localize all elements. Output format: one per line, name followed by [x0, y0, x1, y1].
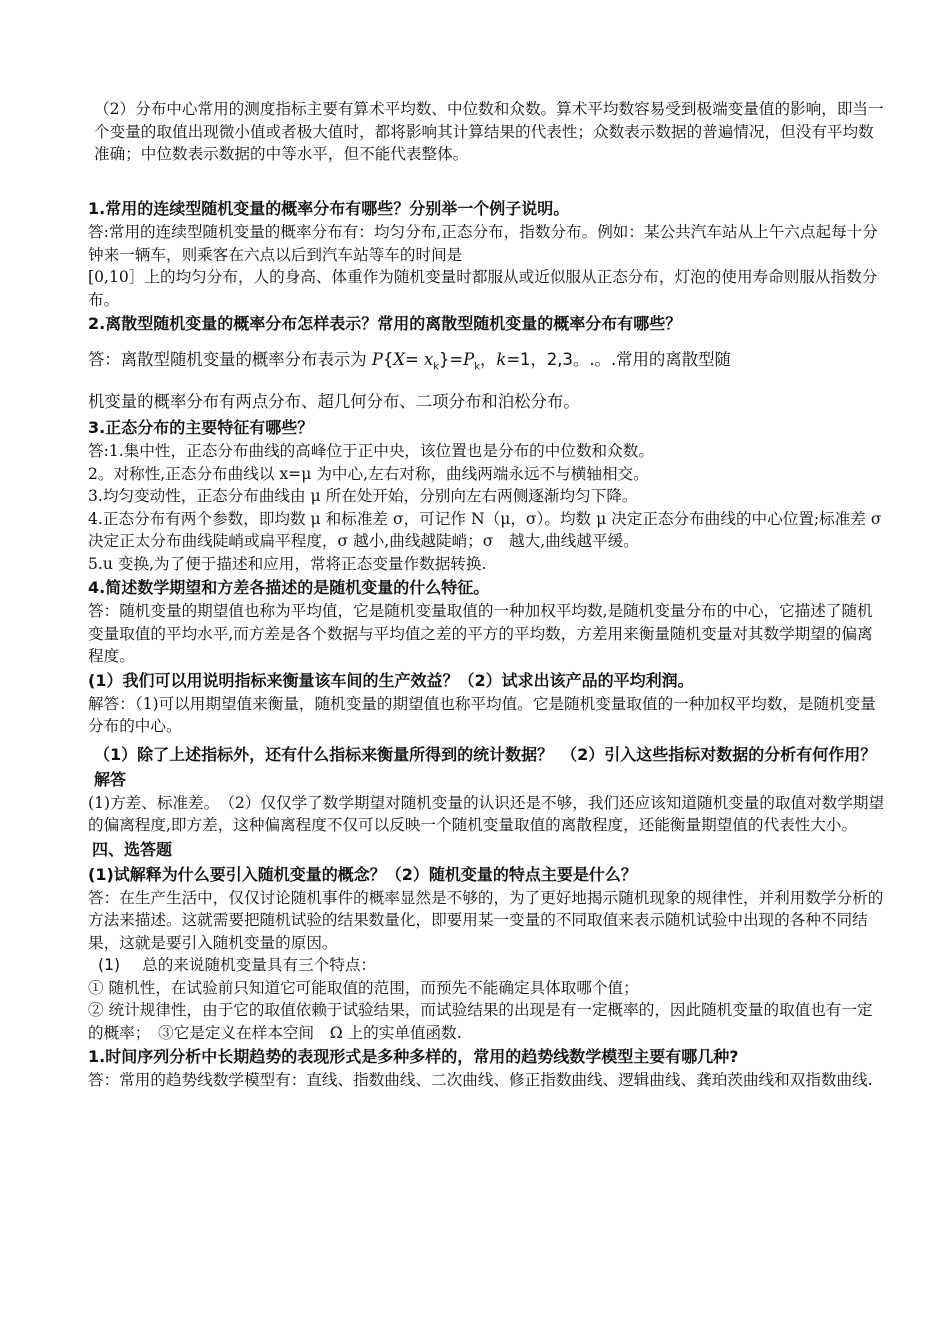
- q4-title: 4.简述数学期望和方差各描述的是随机变量的什么特征。: [88, 578, 490, 598]
- q2-answer-line1: [88, 346, 888, 381]
- q2-formula-x: X: [393, 350, 405, 369]
- q3-point-1: 答:1.集中性，正态分布曲线的高峰位于正中央，该位置也是分布的中位数和众数。: [88, 442, 654, 461]
- section4-answer-1: 答：在生产生活中，仅仅讨论随机事件的概率显然是不够的，为了更好地揭示随机现象的规律性，并利用数学分析的方法来描述。这就需要把随机试验的结果数量化，即要用某一变量的不同取值来表示随机试验中出现的各种不同结果，这就是要引入随机变量的原因。: [88, 888, 884, 952]
- q2-formula-mid: }=: [439, 350, 464, 369]
- q6-answer: (1)方差、标准差。 （2）仅仅学了数学期望对随机变量的认识还是不够，我们还应该知道随机变量的取值对数学期望的偏离程度,即方差，这种偏离程度不仅可以反映一个随机变量取值的离散程度，还能衡量期望值的代表性大小。: [88, 793, 885, 835]
- section4-answer-2-text: 总的来说随机变量具有三个特点：: [142, 956, 377, 975]
- q1-title: 1.常用的连续型随机变量的概率分布有哪些？分别举一个例子说明。: [88, 199, 570, 218]
- intro-paragraph: （2）分布中心常用的测度指标主要有算术平均数、中位数和众数。算术平均数容易受到极端变量值的影响，即当一个变量的取值出现微小值或者极大值时，都将影响其计算结果的代表性；众数表示数据的普遍情况，但没有平均数准确；中位数表示数据的中等水平，但不能代表整体。: [94, 100, 884, 163]
- document-page: [88, 98, 888, 1092]
- q2-formula-brace: {: [382, 350, 394, 369]
- section4-heading: 四、选答题: [92, 839, 173, 859]
- q7-answer: 答：常用的趋势线数学模型有：直线、指数曲线、二次曲线、修正指数曲线、逻辑曲线、龚珀茨曲线和双指数曲线.: [88, 1071, 873, 1090]
- q2-formula-comma: ，: [480, 350, 497, 369]
- q2-formula-xk: x: [423, 350, 434, 369]
- q7-title: 1.时间序列分析中长期趋势的表现形式是多种多样的，常用的趋势线数学模型主要有哪几种?: [88, 1047, 739, 1067]
- q2-formula-p: P: [371, 350, 383, 369]
- q3-point-4: 4.正态分布有两个参数，即均数 μ 和标准差 σ，可记作 N（μ，σ）。均数 μ 决定正态分布曲线的中心位置;标准差 σ 决定正太分布曲线陡峭或扁平程度，σ 越小,曲线越陡峭；σ 越大,曲线越平缓。: [88, 509, 882, 551]
- section4-answer-4: ② 统计规律性，由于它的取值依赖于试验结果，而试验结果的出现是有一定概率的，因此随机变量的取值也有一定的概率； ③它是定义在样本空间 Ω 上的实单值函数.: [88, 1001, 873, 1042]
- q5-answer: 解答：（1)可以用期望值来衡量，随机变量的期望值也称平均值。它是随机变量取值的一种加权平均数，是随机变量分布的中心。: [88, 694, 876, 736]
- q6-title: （1）除了上述指标外，还有什么指标来衡量所得到的统计数据？ （2）引入这些指标对数据的分析有何作用？解答: [94, 744, 877, 789]
- section4-answer-3: ① 随机性，在试验前只知道它可能取值的范围，而预先不能确定具体取哪个值；: [88, 978, 639, 997]
- section4-question: (1)试解释为什么要引入随机变量的概念？（2）随机变量的特点主要是什么？: [88, 864, 637, 884]
- q2-formula-k2: k: [474, 361, 480, 373]
- section4-answer-2: [88, 954, 888, 977]
- q3-point-5: 5.u 变换,为了便于描述和应用，常将正态变量作数据转换.: [88, 554, 487, 573]
- q3-title: 3.正态分布的主要特征有哪些？: [88, 418, 314, 438]
- q1-answer-part1: 答:常用的连续型随机变量的概率分布有：均匀分布,正态分布，指数分布。例如：某公共汽车站从上午六点起每十分钟来一辆车，则乘客在六点以后到汽车站等车的时间是: [88, 223, 878, 264]
- q3-point-2: 2。对称性,正态分布曲线以 x=μ 为中心,左右对称，曲线两端永远不与横轴相交。: [88, 464, 649, 483]
- q2-formula-k1: k: [433, 361, 439, 373]
- q2-answer-suffix: =1，2,3。.。.常用的离散型随: [506, 350, 731, 369]
- q4-answer: 答：随机变量的期望值也称为平均值，它是随机变量取值的一种加权平均数,是随机变量分布的中心，它描述了随机变量取值的平均水平,而方差是各个数据与平均值之差的平方的平均数，方差用来衡量随机变量对其数学期望的偏离程度。: [88, 602, 873, 666]
- q2-title: 2.离散型随机变量的概率分布怎样表示？常用的离散型随机变量的概率分布有哪些？: [88, 314, 682, 333]
- q2-formula-k3: k: [496, 350, 507, 369]
- q5-title: (1）我们可以用说明指标来衡量该车间的生产效益？（2）试求出该产品的平均利润。: [88, 670, 694, 690]
- q2-answer-prefix: 答：离散型随机变量的概率分布表示为: [88, 350, 372, 369]
- q1-answer-part2: [0,10］上的均匀分布，人的身高、体重作为随机变量时都服从或近似服从正态分布，灯泡的使用寿命则服从指数分布。: [88, 268, 878, 309]
- q2-formula-eq: =: [405, 350, 424, 369]
- q2-answer-line2: 机变量的概率分布有两点分布、超几何分布、二项分布和泊松分布。: [88, 392, 580, 412]
- section4-answer-2-label: (1): [98, 956, 121, 975]
- q2-formula-pk: P: [463, 350, 475, 369]
- q3-point-3: 3.均匀变动性，正态分布曲线由 μ 所在处开始，分别向左右两侧逐渐均匀下降。: [88, 487, 638, 506]
